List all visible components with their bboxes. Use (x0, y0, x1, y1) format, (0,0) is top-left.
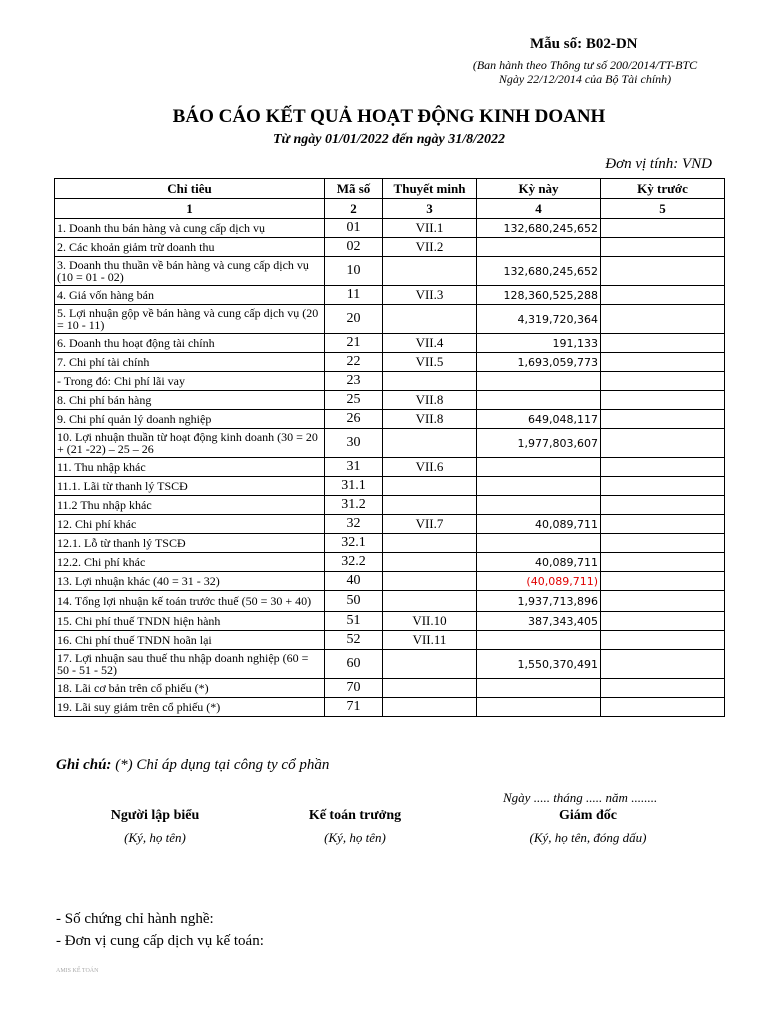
row-code: 10 (325, 257, 383, 286)
row-item-name: 3. Doanh thu thuần về bán hàng và cung cấp dịch vụ (10 = 01 - 02) (55, 257, 325, 286)
row-item-name: 13. Lợi nhuận khác (40 = 31 - 32) (55, 572, 325, 591)
row-previous-period-value (601, 515, 725, 534)
row-current-period-value: 132,680,245,652 (477, 257, 601, 286)
row-item-name: 7. Chi phí tài chính (55, 353, 325, 372)
row-note (383, 305, 477, 334)
column-header-previous-period: Kỳ trước (601, 179, 725, 199)
row-current-period-value (477, 238, 601, 257)
row-item-name: 9. Chi phí quản lý doanh nghiệp (55, 410, 325, 429)
report-period: Từ ngày 01/01/2022 đến ngày 31/8/2022 (273, 132, 505, 147)
row-code: 21 (325, 334, 383, 353)
row-note: VII.2 (383, 238, 477, 257)
row-previous-period-value (601, 572, 725, 591)
row-current-period-value (477, 496, 601, 515)
row-previous-period-value (601, 257, 725, 286)
column-index: 1 (55, 199, 325, 219)
table-row (55, 591, 725, 612)
column-header-item: Chỉ tiêu (55, 179, 325, 199)
row-code: 01 (325, 219, 383, 238)
watermark-text: AMIS KẾ TOÁN (56, 968, 99, 974)
table-row (55, 458, 725, 477)
row-current-period-value (477, 631, 601, 650)
table-row (55, 305, 725, 334)
row-code: 32 (325, 515, 383, 534)
row-item-name: - Trong đó: Chi phí lãi vay (55, 372, 325, 391)
row-code: 11 (325, 286, 383, 305)
row-item-name: 12.2. Chi phí khác (55, 553, 325, 572)
row-current-period-value: (40,089,711) (477, 572, 601, 591)
table-row (55, 429, 725, 458)
row-note: VII.5 (383, 353, 477, 372)
row-previous-period-value (601, 591, 725, 612)
chief-accountant-hint: (Ký, họ tên) (324, 830, 386, 845)
row-note: VII.10 (383, 612, 477, 631)
income-statement-table (54, 178, 725, 717)
row-item-name: 1. Doanh thu bán hàng và cung cấp dịch vụ (55, 219, 325, 238)
row-note (383, 572, 477, 591)
row-item-name: 12. Chi phí khác (55, 515, 325, 534)
table-row (55, 650, 725, 679)
row-item-name: 4. Giá vốn hàng bán (55, 286, 325, 305)
chief-accountant-role: Kế toán trưởng (308, 808, 402, 823)
row-code: 52 (325, 631, 383, 650)
table-header-row (55, 179, 725, 199)
row-item-name: 16. Chi phí thuế TNDN hoãn lại (55, 631, 325, 650)
signature-chief-accountant (280, 808, 430, 846)
table-row (55, 334, 725, 353)
table-row (55, 553, 725, 572)
row-note (383, 372, 477, 391)
row-code: 20 (325, 305, 383, 334)
column-index: 4 (477, 199, 601, 219)
row-note (383, 650, 477, 679)
row-current-period-value (477, 679, 601, 698)
row-code: 50 (325, 591, 383, 612)
note-label: Ghi chú: (56, 757, 112, 773)
row-note (383, 477, 477, 496)
row-note (383, 591, 477, 612)
row-current-period-value: 128,360,525,288 (477, 286, 601, 305)
table-row (55, 372, 725, 391)
row-current-period-value: 191,133 (477, 334, 601, 353)
row-current-period-value: 649,048,117 (477, 410, 601, 429)
row-item-name: 10. Lợi nhuận thuần từ hoạt động kinh doanh (30 = 20 + (21 -22) – 25 – 26 (55, 429, 325, 458)
row-code: 02 (325, 238, 383, 257)
row-item-name: 11.1. Lãi từ thanh lý TSCĐ (55, 477, 325, 496)
row-code: 22 (325, 353, 383, 372)
row-previous-period-value (601, 496, 725, 515)
row-note: VII.8 (383, 391, 477, 410)
row-current-period-value (477, 477, 601, 496)
row-code: 25 (325, 391, 383, 410)
accounting-service-provider-line: - Đơn vị cung cấp dịch vụ kế toán: (56, 933, 264, 949)
row-item-name: 8. Chi phí bán hàng (55, 391, 325, 410)
table-row (55, 219, 725, 238)
row-note: VII.3 (383, 286, 477, 305)
table-row (55, 238, 725, 257)
row-code: 32.1 (325, 534, 383, 553)
row-current-period-value: 387,343,405 (477, 612, 601, 631)
row-previous-period-value (601, 391, 725, 410)
row-item-name: 11. Thu nhập khác (55, 458, 325, 477)
row-current-period-value: 1,937,713,896 (477, 591, 601, 612)
column-index-row (55, 199, 725, 219)
row-code: 23 (325, 372, 383, 391)
table-body (55, 219, 725, 717)
table-row (55, 612, 725, 631)
row-current-period-value (477, 458, 601, 477)
table-row (55, 679, 725, 698)
director-role: Giám đốc (559, 808, 617, 823)
row-note (383, 698, 477, 717)
form-reference-line-2: Ngày 22/12/2014 của Bộ Tài chính) (498, 72, 672, 86)
row-note: VII.7 (383, 515, 477, 534)
row-code: 31.1 (325, 477, 383, 496)
row-item-name: 11.2 Thu nhập khác (55, 496, 325, 515)
row-current-period-value: 1,550,370,491 (477, 650, 601, 679)
row-note: VII.4 (383, 334, 477, 353)
row-current-period-value: 40,089,711 (477, 553, 601, 572)
currency-unit: Đơn vị tính: VND (605, 156, 712, 172)
row-code: 26 (325, 410, 383, 429)
form-reference (440, 58, 730, 86)
table-row (55, 286, 725, 305)
row-previous-period-value (601, 238, 725, 257)
column-header-current-period: Kỳ này (477, 179, 601, 199)
row-current-period-value: 40,089,711 (477, 515, 601, 534)
table-row (55, 572, 725, 591)
row-current-period-value: 1,977,803,607 (477, 429, 601, 458)
table-row (55, 631, 725, 650)
row-code: 31 (325, 458, 383, 477)
form-code: Mẫu số: B02-DN (530, 36, 638, 52)
note-line (56, 757, 329, 774)
table-row (55, 698, 725, 717)
row-previous-period-value (601, 631, 725, 650)
row-note: VII.8 (383, 410, 477, 429)
preparer-role: Người lập biểu (110, 808, 200, 823)
preparer-hint: (Ký, họ tên) (124, 830, 186, 845)
table-row (55, 477, 725, 496)
column-index: 3 (383, 199, 477, 219)
row-previous-period-value (601, 410, 725, 429)
row-current-period-value (477, 534, 601, 553)
row-current-period-value: 4,319,720,364 (477, 305, 601, 334)
signature-date-line: Ngày ..... tháng ..... năm ........ (503, 790, 658, 805)
row-note: VII.11 (383, 631, 477, 650)
form-reference-line-1: (Ban hành theo Thông tư số 200/2014/TT-BTC (472, 58, 698, 72)
row-item-name: 15. Chi phí thuế TNDN hiện hành (55, 612, 325, 631)
row-current-period-value (477, 372, 601, 391)
row-note (383, 553, 477, 572)
table-row (55, 353, 725, 372)
row-previous-period-value (601, 698, 725, 717)
table-row (55, 391, 725, 410)
table-row (55, 410, 725, 429)
row-note (383, 496, 477, 515)
table-row (55, 496, 725, 515)
row-current-period-value (477, 391, 601, 410)
row-code: 70 (325, 679, 383, 698)
row-previous-period-value (601, 477, 725, 496)
row-code: 30 (325, 429, 383, 458)
row-previous-period-value (601, 334, 725, 353)
row-note: VII.6 (383, 458, 477, 477)
column-index: 2 (325, 199, 383, 219)
row-note (383, 534, 477, 553)
row-current-period-value: 132,680,245,652 (477, 219, 601, 238)
row-code: 51 (325, 612, 383, 631)
report-title: BÁO CÁO KẾT QUẢ HOẠT ĐỘNG KINH DOANH (172, 106, 606, 127)
row-previous-period-value (601, 305, 725, 334)
row-item-name: 2. Các khoản giảm trừ doanh thu (55, 238, 325, 257)
row-previous-period-value (601, 458, 725, 477)
row-note: VII.1 (383, 219, 477, 238)
column-header-note: Thuyết minh (383, 179, 477, 199)
row-note (383, 257, 477, 286)
row-code: 32.2 (325, 553, 383, 572)
row-previous-period-value (601, 286, 725, 305)
table-row (55, 257, 725, 286)
row-item-name: 6. Doanh thu hoạt động tài chính (55, 334, 325, 353)
row-code: 31.2 (325, 496, 383, 515)
row-previous-period-value (601, 679, 725, 698)
table-row (55, 534, 725, 553)
note-text: (*) Chỉ áp dụng tại công ty cổ phần (115, 757, 330, 773)
row-current-period-value: 1,693,059,773 (477, 353, 601, 372)
signature-director (498, 808, 678, 846)
row-item-name: 5. Lợi nhuận gộp về bán hàng và cung cấp dịch vụ (20 = 10 - 11) (55, 305, 325, 334)
row-previous-period-value (601, 534, 725, 553)
row-previous-period-value (601, 353, 725, 372)
row-item-name: 12.1. Lỗ từ thanh lý TSCĐ (55, 534, 325, 553)
row-item-name: 18. Lãi cơ bản trên cổ phiếu (*) (55, 679, 325, 698)
row-previous-period-value (601, 650, 725, 679)
row-previous-period-value (601, 219, 725, 238)
row-code: 60 (325, 650, 383, 679)
column-header-code: Mã số (325, 179, 383, 199)
director-hint: (Ký, họ tên, đóng dấu) (529, 830, 647, 845)
row-note (383, 429, 477, 458)
column-index: 5 (601, 199, 725, 219)
row-item-name: 19. Lãi suy giảm trên cổ phiếu (*) (55, 698, 325, 717)
row-item-name: 14. Tổng lợi nhuận kế toán trước thuế (50 = 30 + 40) (55, 591, 325, 612)
signature-preparer (80, 808, 230, 846)
practising-certificate-line: - Số chứng chỉ hành nghề: (56, 911, 214, 927)
row-item-name: 17. Lợi nhuận sau thuế thu nhập doanh nghiệp (60 = 50 - 51 - 52) (55, 650, 325, 679)
row-code: 71 (325, 698, 383, 717)
row-previous-period-value (601, 612, 725, 631)
row-note (383, 679, 477, 698)
table-row (55, 515, 725, 534)
row-previous-period-value (601, 429, 725, 458)
row-current-period-value (477, 698, 601, 717)
row-previous-period-value (601, 553, 725, 572)
row-previous-period-value (601, 372, 725, 391)
row-code: 40 (325, 572, 383, 591)
